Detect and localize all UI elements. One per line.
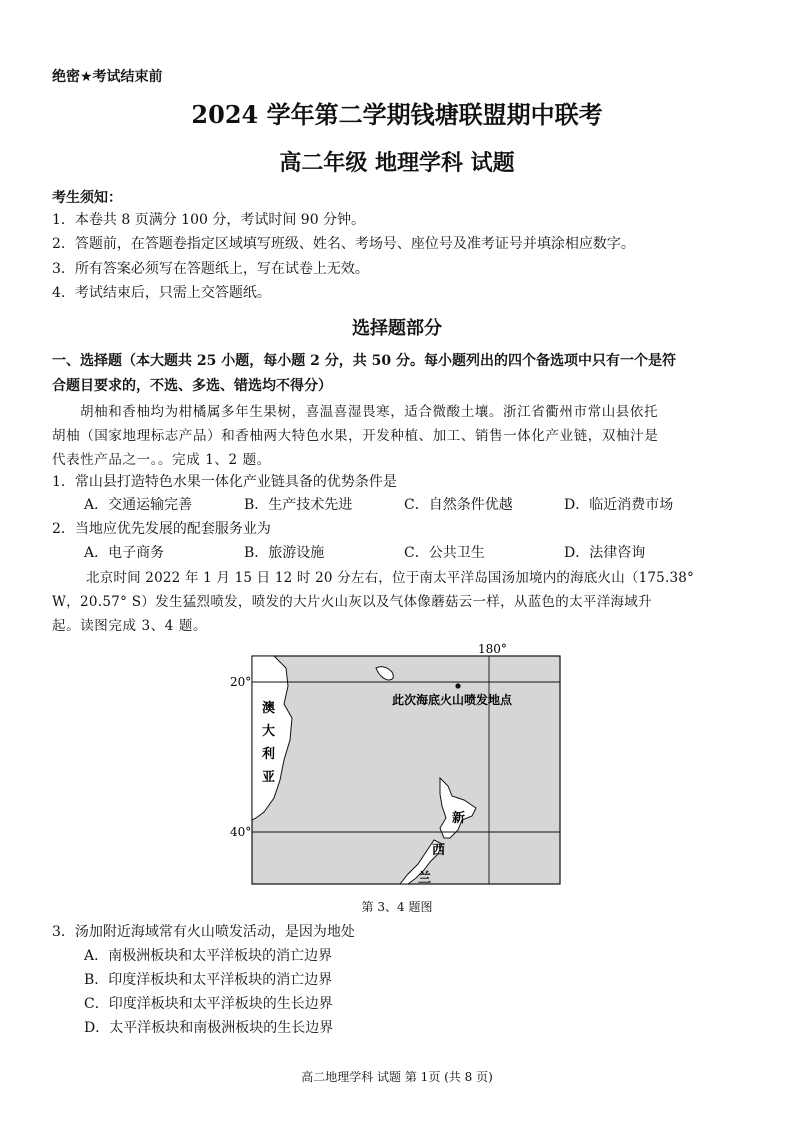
notice-item-3: 3．所有答案必须写在答题纸上，写在试卷上无效。 [52, 261, 369, 277]
new-zealand-char-1: 新 [452, 811, 466, 826]
volcano-label: 此次海底火山喷发地点 [392, 693, 513, 707]
notice-item-4: 4．考试结束后，只需上交答题纸。 [52, 285, 271, 301]
q2-option-d: D．法律咨询 [564, 545, 646, 561]
q3-option-d: D．太平洋板块和南极洲板块的生长边界 [84, 1020, 334, 1036]
label-20: 20° [230, 675, 252, 689]
new-zealand-char-3: 兰 [418, 871, 432, 886]
exam-subtitle: 高二年级 地理学科 试题 [279, 150, 515, 176]
part1-intro-line1: 一、选择题（本大题共 25 小题，每小题 2 分，共 50 分。每小题列出的四个备选项中只有一个是符 [52, 353, 676, 369]
q3-option-c: C．印度洋板块和太平洋板块的生长边界 [84, 996, 333, 1012]
passage1-line2: 胡柚（国家地理标志产品）和香柚两大特色水果，开发种植、加工、销售一体化产业链，双柚汁是 [52, 428, 659, 444]
label-180: 180° [478, 642, 507, 656]
q2-option-a: A．电子商务 [84, 545, 165, 561]
q2-option-c: C．公共卫生 [404, 545, 485, 561]
page-footer: 高二地理学科 试题 第 1页 (共 8 页) [301, 1070, 493, 1084]
tonga-volcano-map [226, 638, 566, 890]
q1-option-a: A．交通运输完善 [84, 497, 193, 513]
notice-heading: 考生须知： [52, 190, 122, 206]
q3-stem: 3．汤加附近海域常有火山喷发活动，是因为地处 [52, 924, 355, 940]
australia-char-1: 澳 [262, 701, 276, 716]
q1-option-b: B．生产技术先进 [244, 497, 353, 513]
australia-char-4: 亚 [262, 770, 276, 785]
volcano-point [455, 683, 460, 688]
part1-intro-line2: 合题目要求的，不选、多选、错选均不得分） [52, 378, 332, 394]
map-frame [252, 656, 560, 884]
q3-option-a: A．南极洲板块和太平洋板块的消亡边界 [84, 948, 333, 964]
q3-option-b: B．印度洋板块和太平洋板块的消亡边界 [84, 972, 333, 988]
australia-char-2: 大 [262, 724, 276, 739]
exam-title: 2024 学年第二学期钱塘联盟期中联考 [191, 100, 603, 129]
q1-options [0, 494, 794, 514]
q1-stem: 1．常山县打造特色水果一体化产业链具备的优势条件是 [52, 474, 397, 490]
q2-stem: 2．当地应优先发展的配套服务业为 [52, 521, 271, 537]
map-caption: 第 3、4 题图 [361, 900, 433, 914]
notice-item-2: 2．答题前，在答题卷指定区域填写班级、姓名、考场号、座位号及准考证号并填涂相应数字。 [52, 236, 635, 252]
secret-label: 绝密★考试结束前 [52, 69, 163, 85]
passage1-line1: 胡柚和香柚均为柑橘属多年生果树，喜温喜湿畏寒，适合微酸土壤。浙江省衢州市常山县依托 [80, 404, 659, 420]
notice-item-1: 1．本卷共 8 页满分 100 分，考试时间 90 分钟。 [52, 212, 366, 228]
new-zealand-char-2: 西 [432, 843, 446, 858]
australia-char-3: 利 [262, 747, 276, 762]
q1-option-d: D．临近消费市场 [564, 497, 674, 513]
q2-options [0, 542, 794, 562]
section-title: 选择题部分 [352, 318, 442, 339]
q2-option-b: B．旅游设施 [244, 545, 325, 561]
passage2-line3: 起。读图完成 3、4 题。 [52, 618, 208, 634]
passage2-line2: W，20.57° S）发生猛烈喷发，喷发的大片火山灰以及气体像蘑菇云一样，从蓝色的太平洋海域升 [52, 594, 652, 610]
passage1-line3: 代表性产品之一。。完成 1、2 题。 [52, 452, 271, 468]
label-40: 40° [230, 825, 252, 839]
passage2-line1: 北京时间 2022 年 1 月 15 日 12 时 20 分左右，位于南太平洋岛国汤加境内的海底火山（175.38° [86, 570, 694, 586]
q1-option-c: C．自然条件优越 [404, 497, 513, 513]
